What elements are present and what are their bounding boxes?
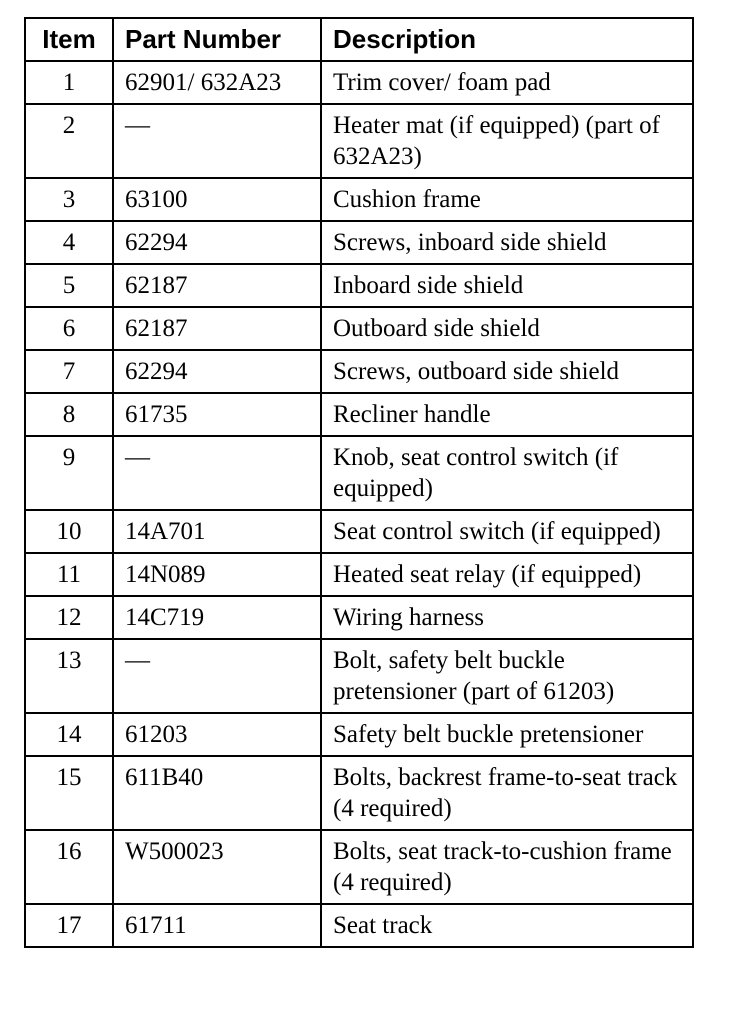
- item-cell: 14: [25, 713, 113, 756]
- part-number-cell: 14C719: [113, 596, 321, 639]
- description-cell: Outboard side shield: [321, 307, 693, 350]
- table-row: [25, 393, 693, 436]
- item-cell: 6: [25, 307, 113, 350]
- description-cell: Safety belt buckle pretensioner: [321, 713, 693, 756]
- description-cell: Seat control switch (if equipped): [321, 510, 693, 553]
- table-row: [25, 178, 693, 221]
- item-cell: 3: [25, 178, 113, 221]
- part-number-cell: 62901/ 632A23: [113, 61, 321, 104]
- table-row: [25, 510, 693, 553]
- column-header-item: Item: [25, 18, 113, 61]
- item-cell: 15: [25, 756, 113, 830]
- part-number-cell: —: [113, 639, 321, 713]
- table-row: [25, 104, 693, 178]
- description-cell: Inboard side shield: [321, 264, 693, 307]
- item-cell: 5: [25, 264, 113, 307]
- description-cell: Screws, outboard side shield: [321, 350, 693, 393]
- description-cell: Screws, inboard side shield: [321, 221, 693, 264]
- part-number-cell: 62294: [113, 221, 321, 264]
- description-cell: Recliner handle: [321, 393, 693, 436]
- description-cell: Heated seat relay (if equipped): [321, 553, 693, 596]
- part-number-cell: 14A701: [113, 510, 321, 553]
- part-number-cell: 611B40: [113, 756, 321, 830]
- part-number-cell: W500023: [113, 830, 321, 904]
- part-number-cell: 63100: [113, 178, 321, 221]
- table-header-row: [25, 18, 693, 61]
- item-cell: 10: [25, 510, 113, 553]
- table-row: [25, 639, 693, 713]
- item-cell: 9: [25, 436, 113, 510]
- part-number-cell: 62294: [113, 350, 321, 393]
- part-number-cell: 62187: [113, 264, 321, 307]
- table-row: [25, 553, 693, 596]
- part-number-cell: —: [113, 104, 321, 178]
- part-number-cell: 61711: [113, 904, 321, 947]
- part-number-cell: 61735: [113, 393, 321, 436]
- column-header-part-number: Part Number: [113, 18, 321, 61]
- description-cell: Bolts, seat track-to-cushion frame (4 required): [321, 830, 693, 904]
- table-row: [25, 436, 693, 510]
- item-cell: 12: [25, 596, 113, 639]
- table-row: [25, 713, 693, 756]
- table-row: [25, 221, 693, 264]
- item-cell: 1: [25, 61, 113, 104]
- item-cell: 17: [25, 904, 113, 947]
- part-number-cell: 62187: [113, 307, 321, 350]
- table-row: [25, 350, 693, 393]
- item-cell: 7: [25, 350, 113, 393]
- parts-table: [24, 17, 694, 948]
- table-row: [25, 264, 693, 307]
- item-cell: 2: [25, 104, 113, 178]
- description-cell: Knob, seat control switch (if equipped): [321, 436, 693, 510]
- table-row: [25, 904, 693, 947]
- table-row: [25, 756, 693, 830]
- table-row: [25, 61, 693, 104]
- item-cell: 13: [25, 639, 113, 713]
- table-row: [25, 307, 693, 350]
- description-cell: Bolts, backrest frame-to-seat track (4 required): [321, 756, 693, 830]
- description-cell: Cushion frame: [321, 178, 693, 221]
- item-cell: 8: [25, 393, 113, 436]
- part-number-cell: —: [113, 436, 321, 510]
- description-cell: Seat track: [321, 904, 693, 947]
- table-row: [25, 830, 693, 904]
- part-number-cell: 14N089: [113, 553, 321, 596]
- item-cell: 16: [25, 830, 113, 904]
- table-row: [25, 596, 693, 639]
- part-number-cell: 61203: [113, 713, 321, 756]
- description-cell: Wiring harness: [321, 596, 693, 639]
- column-header-description: Description: [321, 18, 693, 61]
- item-cell: 11: [25, 553, 113, 596]
- item-cell: 4: [25, 221, 113, 264]
- description-cell: Trim cover/ foam pad: [321, 61, 693, 104]
- description-cell: Bolt, safety belt buckle pretensioner (part of 61203): [321, 639, 693, 713]
- description-cell: Heater mat (if equipped) (part of 632A23): [321, 104, 693, 178]
